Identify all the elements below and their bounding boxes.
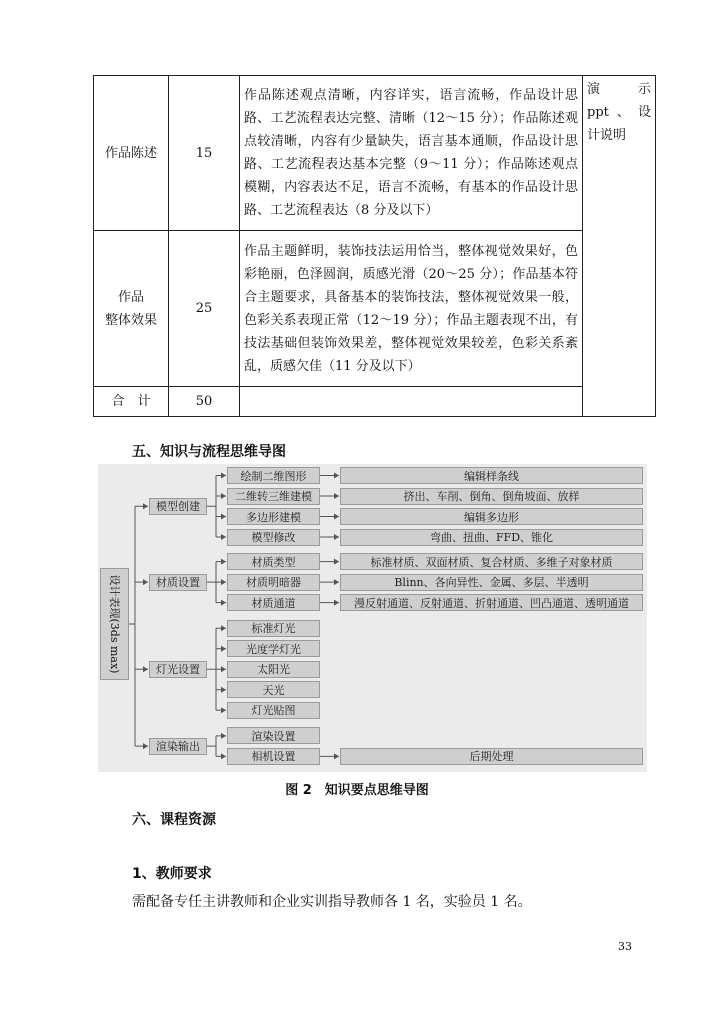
arrow-icon	[221, 625, 226, 631]
mind-map-topic: 材质通道	[227, 594, 320, 611]
figure-caption: 图 2 知识要点思维导图	[285, 783, 429, 798]
arrow-icon	[221, 600, 226, 606]
arrow-icon	[221, 687, 226, 693]
arrow-icon	[221, 534, 226, 540]
criterion-score: 15	[169, 76, 240, 231]
mind-map-detail: 编辑样条线	[340, 467, 643, 484]
arrow-icon	[334, 534, 339, 540]
mind-map-detail: Blinn、各向异性、金属、多层、半透明	[340, 574, 643, 591]
subsection-1-heading: 1、教师要求	[132, 866, 212, 882]
mind-map-detail: 标准材质、双面材质、复合材质、多维子对象材质	[340, 553, 643, 570]
arrow-icon	[143, 579, 148, 585]
table-row	[94, 76, 656, 231]
mind-map-category: 材质设置	[149, 574, 207, 591]
total-label: 合 计	[94, 387, 169, 417]
mind-map-detail: 弯曲、扭曲、FFD、锥化	[340, 529, 643, 546]
mind-map-detail: 编辑多边形	[340, 508, 643, 525]
mind-map-topic: 太阳光	[227, 661, 320, 678]
assessment-method-line: 演 示	[587, 82, 651, 97]
arrow-icon	[221, 493, 226, 499]
arrow-icon	[334, 559, 339, 565]
arrow-icon	[221, 514, 226, 520]
mind-map-detail: 漫反射通道、反射通道、折射通道、凹凸通道、透明通道	[340, 594, 643, 611]
mind-map-topic: 天光	[227, 681, 320, 698]
mind-map-topic: 模型修改	[227, 529, 320, 546]
section-5-heading: 五、知识与流程思维导图	[132, 444, 286, 460]
mind-map-detail: 后期处理	[340, 748, 643, 765]
arrow-icon	[334, 514, 339, 520]
criterion-score: 25	[169, 231, 240, 387]
mind-map-root-label: 设计表现(3ds max)	[107, 574, 121, 674]
mind-map-topic: 材质类型	[227, 553, 320, 570]
criterion-description	[240, 387, 583, 417]
mind-map-topic: 渲染设置	[227, 727, 320, 744]
assessment-method-line: 计说明	[587, 128, 627, 143]
mind-map-topic: 相机设置	[227, 748, 320, 765]
page-number: 33	[618, 940, 632, 953]
mind-map-topic: 光度学灯光	[227, 640, 320, 657]
arrow-icon	[334, 493, 339, 499]
assessment-method	[583, 76, 656, 417]
table-row	[94, 387, 656, 417]
arrow-icon	[221, 753, 226, 759]
arrow-icon	[221, 579, 226, 585]
arrow-icon	[143, 666, 148, 672]
arrow-icon	[334, 579, 339, 585]
arrow-icon	[334, 600, 339, 606]
mind-map	[98, 464, 647, 772]
arrow-icon	[221, 646, 226, 652]
grading-table	[93, 75, 656, 417]
criterion-name-line: 整体效果	[104, 312, 157, 328]
arrow-icon	[221, 733, 226, 739]
arrow-icon	[334, 473, 339, 479]
arrow-icon	[221, 559, 226, 565]
arrow-icon	[143, 503, 148, 509]
assessment-method-line: ppt、设	[587, 105, 651, 120]
criterion-name-line: 作品陈述	[104, 145, 157, 161]
mind-map-topic: 多边形建模	[227, 508, 320, 525]
mind-map-topic: 材质明暗器	[227, 574, 320, 591]
total-score: 50	[169, 387, 240, 417]
criterion-name	[94, 76, 169, 231]
arrow-icon	[334, 753, 339, 759]
mind-map-root	[100, 568, 129, 680]
arrow-icon	[221, 666, 226, 672]
criterion-name-line: 作品	[117, 289, 144, 305]
criterion-name	[94, 231, 169, 387]
mind-map-detail: 挤出、车削、倒角、倒角坡面、放样	[340, 488, 643, 505]
mind-map-category: 灯光设置	[149, 661, 207, 678]
criterion-description: 作品主题鲜明，装饰技法运用恰当，整体视觉效果好，色彩艳丽，色泽圆润，质感光滑（20～25 分）；作品基本符合主题要求，具备基本的装饰技法，整体视觉效果一般，色彩关系表现正常（12～19 分）；作品主题表现不出，有技法基础但装饰效果差，整体视觉效果较差，色彩关系紊乱，质感欠佳（11 分及以下）	[240, 231, 583, 387]
mind-map-category: 渲染输出	[149, 738, 207, 755]
mind-map-topic: 灯光贴图	[227, 702, 320, 719]
table-row	[94, 231, 656, 387]
arrow-icon	[221, 707, 226, 713]
criterion-description: 作品陈述观点清晰，内容详实，语言流畅，作品设计思路、工艺流程表达完整、清晰（12～15 分）；作品陈述观点较清晰，内容有少量缺失，语言基本通顺，作品设计思路、工艺流程表达基本完整（9～11 分）；作品陈述观点模糊，内容表达不足，语言不流畅，有基本的作品设计思路、工艺流程表达（8 分及以下）	[240, 76, 583, 231]
section-6-heading: 六、课程资源	[132, 812, 216, 828]
arrow-icon	[221, 473, 226, 479]
teacher-requirement-text: 需配备专任主讲教师和企业实训指导教师各 1 名，实验员 1 名。	[132, 894, 532, 910]
mind-map-topic: 二维转三维建模	[227, 488, 320, 505]
mind-map-topic: 绘制二维图形	[227, 467, 320, 484]
arrow-icon	[143, 743, 148, 749]
mind-map-category: 模型创建	[149, 498, 207, 515]
mind-map-topic: 标准灯光	[227, 620, 320, 637]
